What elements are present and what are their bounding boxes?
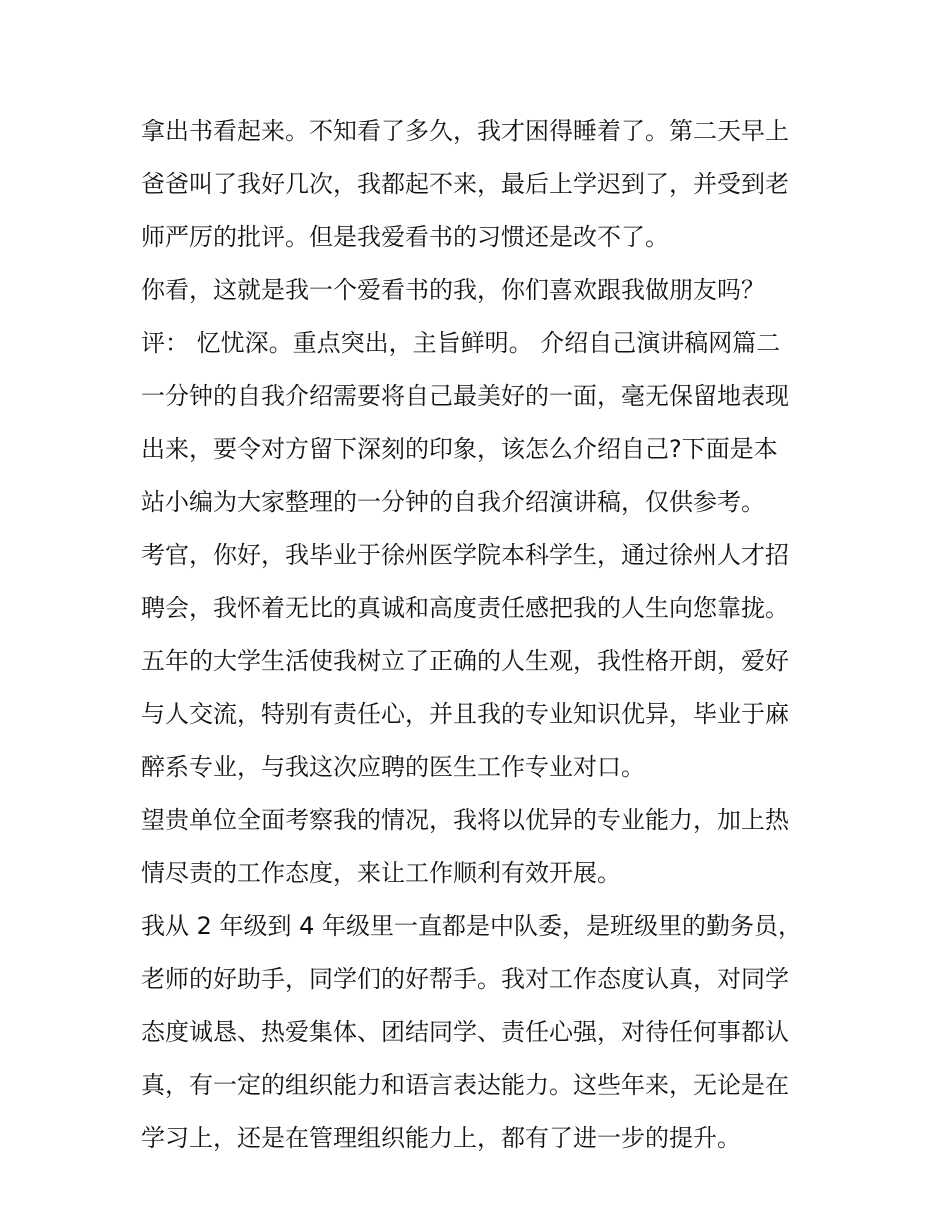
text-line: 考官，你好，我毕业于徐州医学院本科学生，通过徐州人才招 <box>141 541 789 569</box>
text-line: 望贵单位全面考察我的情况，我将以优异的专业能力，加上热 <box>141 806 789 834</box>
document-body <box>141 105 831 1165</box>
text-line: 一分钟的自我介绍需要将自己最美好的一面，毫无保留地表现 <box>141 382 789 410</box>
text-line: 站小编为大家整理的一分钟的自我介绍演讲稿，仅供参考。 <box>141 488 765 516</box>
text-line: 出来，要令对方留下深刻的印象，该怎么介绍自己?下面是本 <box>141 435 778 463</box>
text-line: 情尽责的工作态度，来让工作顺利有效开展。 <box>141 859 621 887</box>
text-line: 师严厉的批评。但是我爱看书的习惯还是改不了。 <box>141 223 669 251</box>
text-line: 五年的大学生活使我树立了正确的人生观，我性格开朗，爱好 <box>141 647 789 675</box>
text-line: 老师的好助手，同学们的好帮手。我对工作态度认真，对同学 <box>141 965 789 993</box>
text-line: 学习上，还是在管理组织能力上，都有了进一步的提升。 <box>141 1124 741 1152</box>
text-line: 醉系专业，与我这次应聘的医生工作专业对口。 <box>141 753 645 781</box>
text-line: 与人交流，特别有责任心，并且我的专业知识优异，毕业于麻 <box>141 700 789 728</box>
text-line: 聘会，我怀着无比的真诚和高度责任感把我的人生向您靠拢。 <box>141 594 789 622</box>
text-line: 态度诚恳、热爱集体、团结同学、责任心强，对待任何事都认 <box>141 1018 789 1046</box>
text-line: 我从 2 年级到 4 年级里一直都是中队委，是班级里的勤务员， <box>141 912 803 940</box>
text-line: 你看，这就是我一个爱看书的我，你们喜欢跟我做朋友吗？ <box>141 276 765 304</box>
text-line: 拿出书看起来。不知看了多久，我才困得睡着了。第二天早上 <box>141 117 789 145</box>
text-line: 评： 忆忧深。重点突出，主旨鲜明。 介绍自己演讲稿网篇二 <box>141 329 781 357</box>
text-line: 真，有一定的组织能力和语言表达能力。这些年来，无论是在 <box>141 1071 789 1099</box>
text-line: 爸爸叫了我好几次，我都起不来，最后上学迟到了，并受到老 <box>141 170 789 198</box>
